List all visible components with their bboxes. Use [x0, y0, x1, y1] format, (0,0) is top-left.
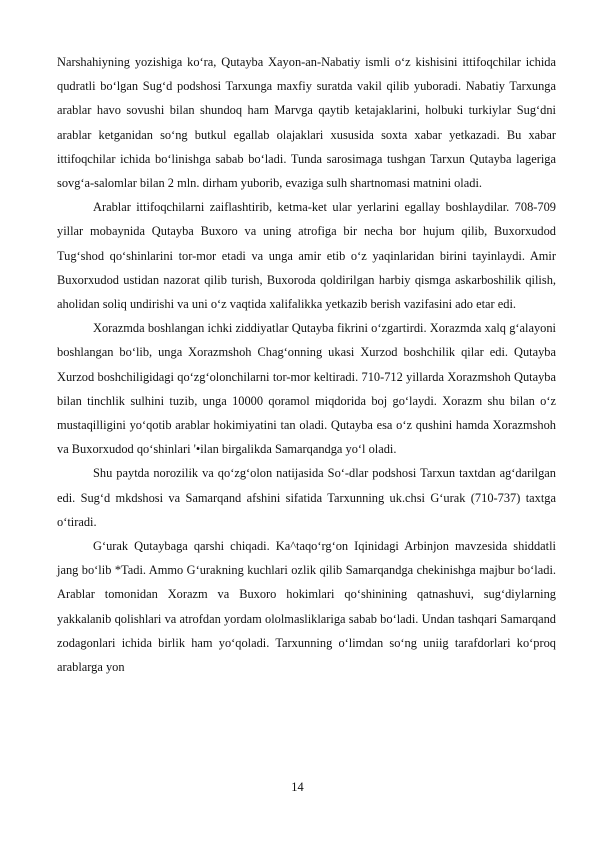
- paragraph-4: Shu paytda norozilik va qo‘zg‘olon natijasida So‘-dlar podshosi Tarxun taxtdan ag‘darilgan edi. Sug‘d mkdshosi va Samarqand afshini sifatida Tarxunning uk.chsi G‘urak (710-737) taxtga o‘tiradi.: [57, 466, 556, 529]
- paragraph-5: G‘urak Qutaybaga qarshi chiqadi. Ka^taqo‘rg‘on Iqinidagi Arbinjon mavzesida shiddatli jang bo‘lib *Tadi. Ammo G‘urakning kuchlari ozlik qilib Samarqandga chekinishga majbur bo‘ladi. Arablar tomonidan Xorazm va Buxoro hokimlari qo‘shinining qatnashuvi, sug‘diylarning yakkalanib qolishlari va atrofdan yordam ololmasliklariga sabab bo‘ladi. Undan tashqari Samarqand zodagonlari ichida birlik ham yo‘qoladi. Tarxunning o‘limdan so‘ng uniig tarafdorlari ko‘proq arablarga yon: [57, 539, 556, 675]
- page-number: 14: [291, 780, 304, 794]
- paragraph-2: Arablar ittifoqchilarni zaiflashtirib, ketma-ket ular yerlarini egallay boshlaydilar. 708-709 yillar mobaynida Qutayba Buxoro va uning atrofiga bir necha bor hujum qilib, Buxorxudod Tug‘shod qo‘shinlarini tor-mor etadi va unga amir etib o‘z yaqinlaridan birini tayinlaydi. Amir Buxorxudod ustidan nazorat qilib turish, Buxoroda qoldirilgan harbiy qismga askarboshilik qilish, aholidan soliq undirishi va uni o‘z vaqtida xalifalikka yetkazib berish vazifasini ado etar edi.: [57, 200, 556, 312]
- document-body: [57, 50, 556, 679]
- paragraph-1: Narshahiyning yozishiga ko‘ra, Qutayba Xayon-an-Nabatiy ismli o‘z kishisini ittifoqchilar ichida qudratli bo‘lgan Sug‘d podshosi Tarxunga maxfiy suratda vakil qilib yuboradi. Nabatiy Tarxunga arablar havo sovushi bilan shundoq ham Marvga qaytib ketajaklarini, holbuki turkiylar Sug‘dni arablar ketganidan so‘ng butkul egallab olajaklari xususida soxta xabar yetkazadi. Bu xabar ittifoqchilar ichida bo‘linishga sabab bo‘ladi. Tunda sarosimaga tushgan Tarxun Qutayba lageriga sovg‘a-salomlar bilan 2 mln. dirham yuborib, evaziga sulh shartnomasi matnini oladi.: [57, 55, 556, 191]
- paragraph-3: Xorazmda boshlangan ichki ziddiyatlar Qutayba fikrini o‘zgartirdi. Xorazmda xalq g‘alayoni boshlangan bo‘lib, unga Xorazmshoh Chag‘onning ukasi Xurzod boshchilik qilar edi. Qutayba Xurzod boshchiligidagi qo‘zg‘olonchilarni tor-mor keltiradi. 710-712 yillarda Xorazmshoh Qutayba bilan tinchlik sulhini tuzib, unga 10000 qoramol miqdorida boj go‘laydi. Xorazm shu bilan o‘z mustaqilligini yo‘qotib arablar hokimiyatini tan oladi. Qutayba esa o‘z qushini hamda Xorazmshoh va Buxorxudod qo‘shinlari '•ilan birgalikda Samarqandga yo‘l oladi.: [57, 321, 556, 457]
